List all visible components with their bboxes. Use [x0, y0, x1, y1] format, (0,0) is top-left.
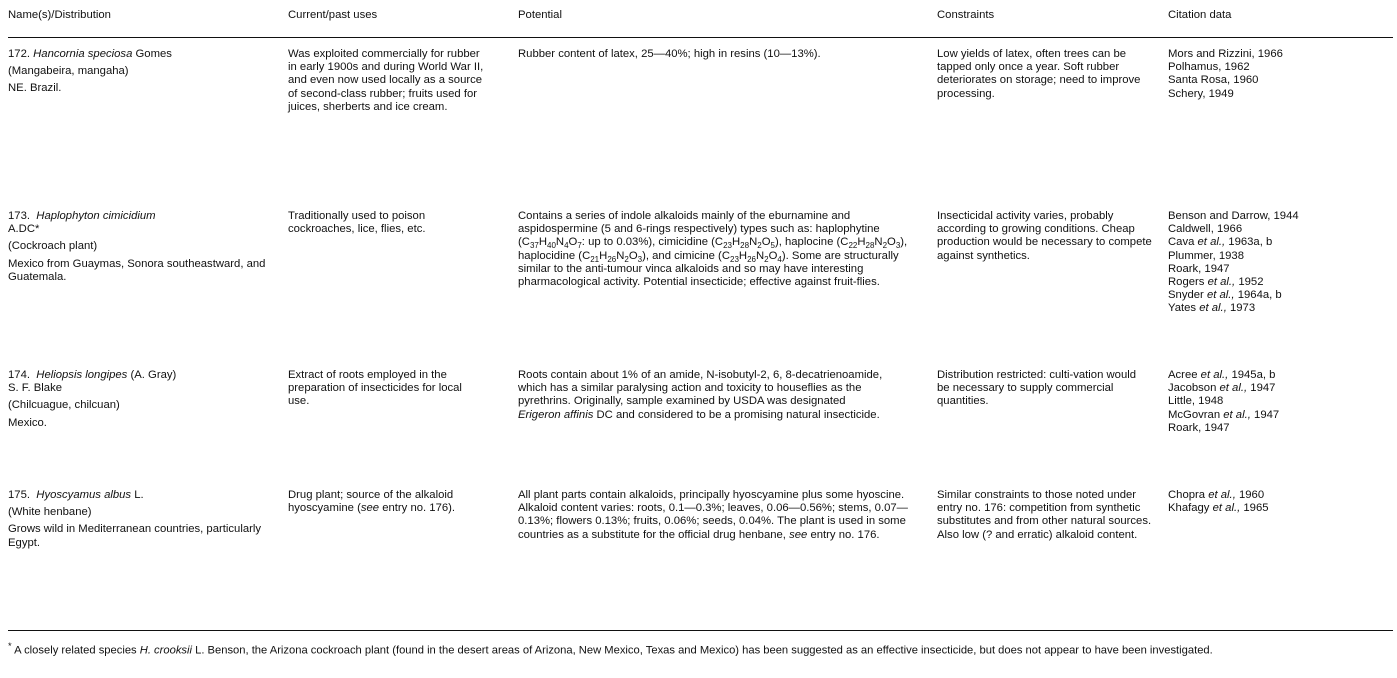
uses-cell: Traditionally used to poison cockroaches, lice, flies, etc. — [288, 210, 426, 236]
name-distribution-cell: 174. Heliopsis longipes (A. Gray) S. F. Blake (Chilcuague, chilcuan) Mexico. — [8, 369, 278, 430]
citations-cell — [1168, 210, 1393, 316]
citation: Schery, 1949 — [1168, 87, 1234, 100]
species-name: Hancornia speciosa — [33, 48, 133, 60]
constraints-cell: Similar constraints to those noted under entry no. 176: competition from synthetic substitutes and from other natural sources. Also low (? and erratic) alkaloid content. — [937, 489, 1152, 541]
constraints-cell: Low yields of latex, often trees can be tapped only once a year. Soft rubber deteriorates on storage; need to improve processing. — [937, 48, 1141, 100]
formula-cimicine: $C_{23}H_{26}N_2O_4$ — [721, 249, 782, 264]
name-distribution-cell: 172. Hancornia speciosa Gomes (Mangabeira, mangaha) NE. Brazil. — [8, 48, 278, 96]
citation: Khafagy et al., 1965 — [1168, 502, 1269, 515]
column-header-citation-data: Citation data — [1168, 9, 1232, 21]
footnote-rule — [8, 630, 1393, 631]
distribution: Mexico from Guaymas, Sonora southeastward, and Guatemala. — [8, 257, 266, 283]
column-header-current-past-uses: Current/past uses — [288, 9, 378, 21]
header-rule — [8, 37, 1393, 38]
distribution: Grows wild in Mediterranean countries, particularly Egypt. — [8, 523, 262, 549]
citations-cell — [1168, 489, 1393, 515]
constraints-cell: Distribution restricted: culti-vation would be necessary to supply commercial quantities. — [937, 369, 1137, 408]
citation: Snyder et al., 1964a, b — [1168, 289, 1282, 302]
citations-cell — [1168, 48, 1393, 101]
common-name: (Cockroach plant) — [8, 240, 98, 253]
citation: Acree et al., 1945a, b — [1168, 369, 1276, 381]
citation: Yates et al., 1973 — [1168, 302, 1256, 315]
citation: McGovran et al., 1947 — [1168, 408, 1280, 421]
potential-cell: All plant parts contain alkaloids, principally hyoscyamine plus some hyoscine. Alkaloid content varies: roots, 0.1—0.3%; leaves, 0.06—0.56%; stems, 0.07—0.13%; flowers 0.13%; fruits, 0.06%; seeds, 0.04%. The plant is used in some countries as a substitute for the official drug henbane, see entry no. 176. — [518, 489, 908, 541]
citation: Rogers et al., 1952 — [1168, 276, 1264, 289]
author: S. F. Blake — [8, 382, 62, 395]
citation: Plummer, 1938 — [1168, 249, 1244, 262]
citation: Little, 1948 — [1168, 395, 1224, 408]
potential-cell: Roots contain about 1% of an amide, N-isobutyl-2, 6, 8-decatrienoamide, which has a similar paralysing action and toxicity to houseflies as the pyrethrins. Originally, sample examined by USDA was designated Erigeron affinis DC and considered to be a promising natural insecticide. — [518, 369, 883, 421]
name-distribution-cell: 175. Hyoscyamus albus L. (White henbane) Grows wild in Mediterranean countries, particularly Egypt. — [8, 489, 278, 550]
citation: Mors and Rizzini, 1966 — [1168, 48, 1283, 60]
citation: Roark, 1947 — [1168, 421, 1230, 434]
citation: Caldwell, 1966 — [1168, 223, 1243, 236]
column-header-constraints: Constraints — [937, 9, 995, 21]
common-name: (Mangabeira, mangaha) — [8, 65, 129, 78]
citations-cell — [1168, 369, 1393, 435]
citation: Roark, 1947 — [1168, 262, 1230, 275]
formula-haplocidine: $C_{21}H_{26}N_2O_3$ — [582, 249, 643, 264]
species-name: Hyoscyamus albus — [36, 489, 132, 501]
potential-cell: Rubber content of latex, 25—40%; high in resins (10—13%). — [518, 48, 821, 60]
uses-cell: Drug plant; source of the alkaloid hyoscyamine (see entry no. 176). — [288, 489, 456, 515]
species-name: Heliopsis longipes — [36, 369, 128, 381]
constraints-cell: Insecticidal activity varies, probably according to growing conditions. Cheap production would be necessary to compete against synthetics. — [937, 210, 1152, 262]
citation: Benson and Darrow, 1944 — [1168, 210, 1299, 222]
formula-haplocine: $C_{22}H_{28}N_2O_3$ — [840, 236, 901, 251]
citation: Santa Rosa, 1960 — [1168, 74, 1259, 87]
uses-cell: Extract of roots employed in the preparation of insecticides for local use. — [288, 369, 462, 408]
formula-haplophytine: $C_{37}H_{40}N_4O_7$ — [521, 236, 582, 251]
citation: Polhamus, 1962 — [1168, 61, 1250, 74]
uses-cell: Was exploited commercially for rubber in early 1900s and during World War II, and even now used locally as a source of second-class rubber; fruits used for juices, sherberts and ice cream. — [288, 48, 484, 113]
potential-cell: Contains a series of indole alkaloids mainly of the eburnamine and aspidospermine (5 and 6-rings respectively) types such as: haplophytine ($C_{37}H_{40}N_4O_7$: up to 0.03%), cimicidine $(C_{23}H_{28}N_2O_5)$, haplocine $(C_{22}H_{28}N_2O_3)$, haplocidine $(C_{21}H_{26}N_2O_3)$, and cimicine $(C_{23}H_{26}N_2O_4)$. Some are structurally similar to the anti-tumour vinca alkaloids and so may have interesting pharmacological activity. Potential insecticide; effective against fruit-flies. — [518, 210, 908, 289]
species-name: Haplophyton cimicidium — [36, 210, 156, 222]
name-distribution-cell: 173. Haplophyton cimicidium A.DC* (Cockroach plant) Mexico from Guaymas, Sonora southeastward, and Guatemala. — [8, 210, 278, 284]
citation: Jacobson et al., 1947 — [1168, 382, 1276, 395]
footnote: * A closely related species H. crooksii L. Benson, the Arizona cockroach plant (found in the desert areas of Arizona, New Mexico, Texas and Mexico) has been suggested as an effective insecticide, but does not appear to have been investigated. — [8, 641, 1213, 657]
formula-cimicidine: $C_{23}H_{28}N_2O_5$ — [714, 236, 775, 251]
author: A.DC* — [8, 223, 40, 236]
column-header-potential: Potential — [518, 9, 562, 21]
column-header-name-distribution: Name(s)/Distribution — [8, 9, 111, 21]
citation: Chopra et al., 1960 — [1168, 489, 1265, 501]
distribution: NE. Brazil. — [8, 82, 62, 95]
citation: Cava et al., 1963a, b — [1168, 236, 1273, 249]
distribution: Mexico. — [8, 416, 47, 429]
common-name: (White henbane) — [8, 506, 92, 519]
common-name: (Chilcuague, chilcuan) — [8, 399, 120, 412]
